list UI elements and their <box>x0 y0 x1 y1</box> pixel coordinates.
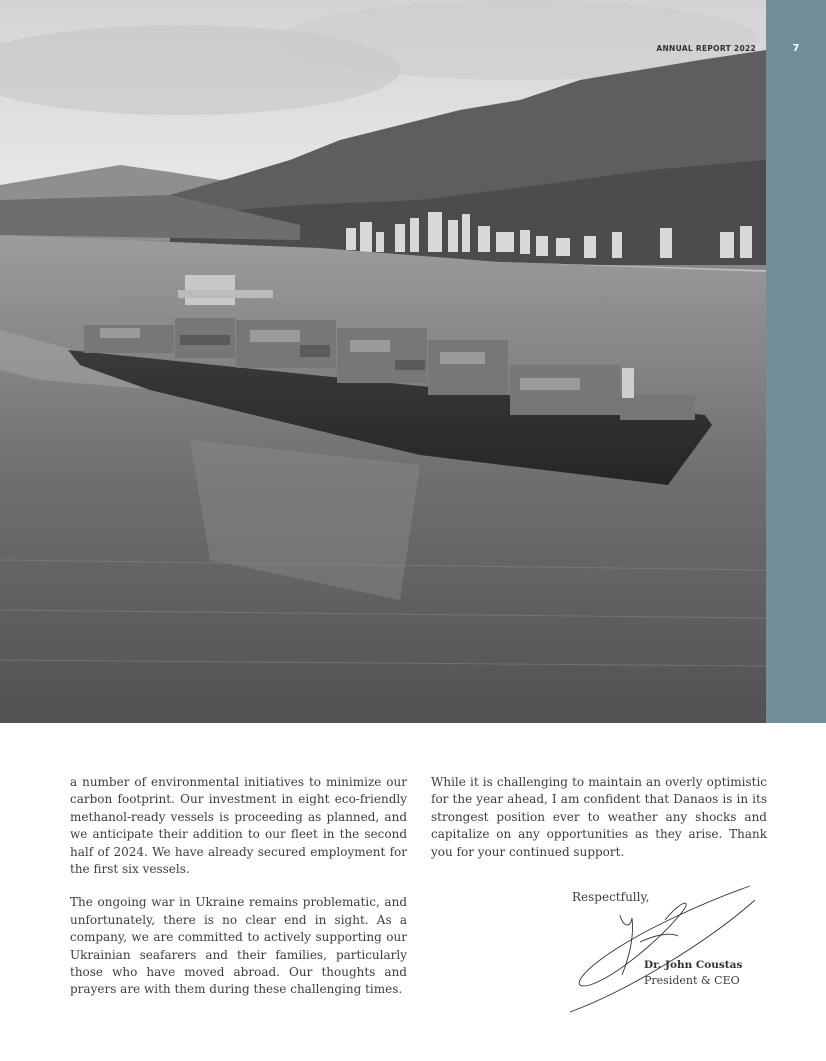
handwritten-signature <box>560 880 760 1020</box>
side-color-band <box>766 0 826 723</box>
body-paragraph: a number of environmental initiatives to minimize our carbon footprint. Our investment in eight eco-friendly methanol-ready vessels is proceeding as planned, and we anticipate their addition to our fleet in the second half of 2024. We have already secured employment for the first six vessels. <box>70 775 407 877</box>
signer-name: Dr. John Coustas <box>644 959 743 971</box>
left-text-column <box>70 774 407 1015</box>
page-number: 7 <box>792 43 800 54</box>
right-text-column <box>431 774 767 877</box>
body-paragraph: While it is challenging to maintain an overly optimistic for the year ahead, I am confident that Danaos is in its strongest position ever to weather any shocks and capitalize on any opportunities as they arise. Thank you for your continued support. <box>431 775 767 859</box>
body-paragraph: The ongoing war in Ukraine remains problematic, and unfortunately, there is no clear end in sight. As a company, we are committed to actively supporting our Ukrainian seafarers and their families, particularly those who have moved abroad. Our thoughts and prayers are with them during these challenging times. <box>70 895 407 997</box>
closing-salutation: Respectfully, <box>572 890 650 904</box>
running-head: ANNUAL REPORT 2022 <box>656 44 756 53</box>
signer-title: President & CEO <box>644 974 740 987</box>
